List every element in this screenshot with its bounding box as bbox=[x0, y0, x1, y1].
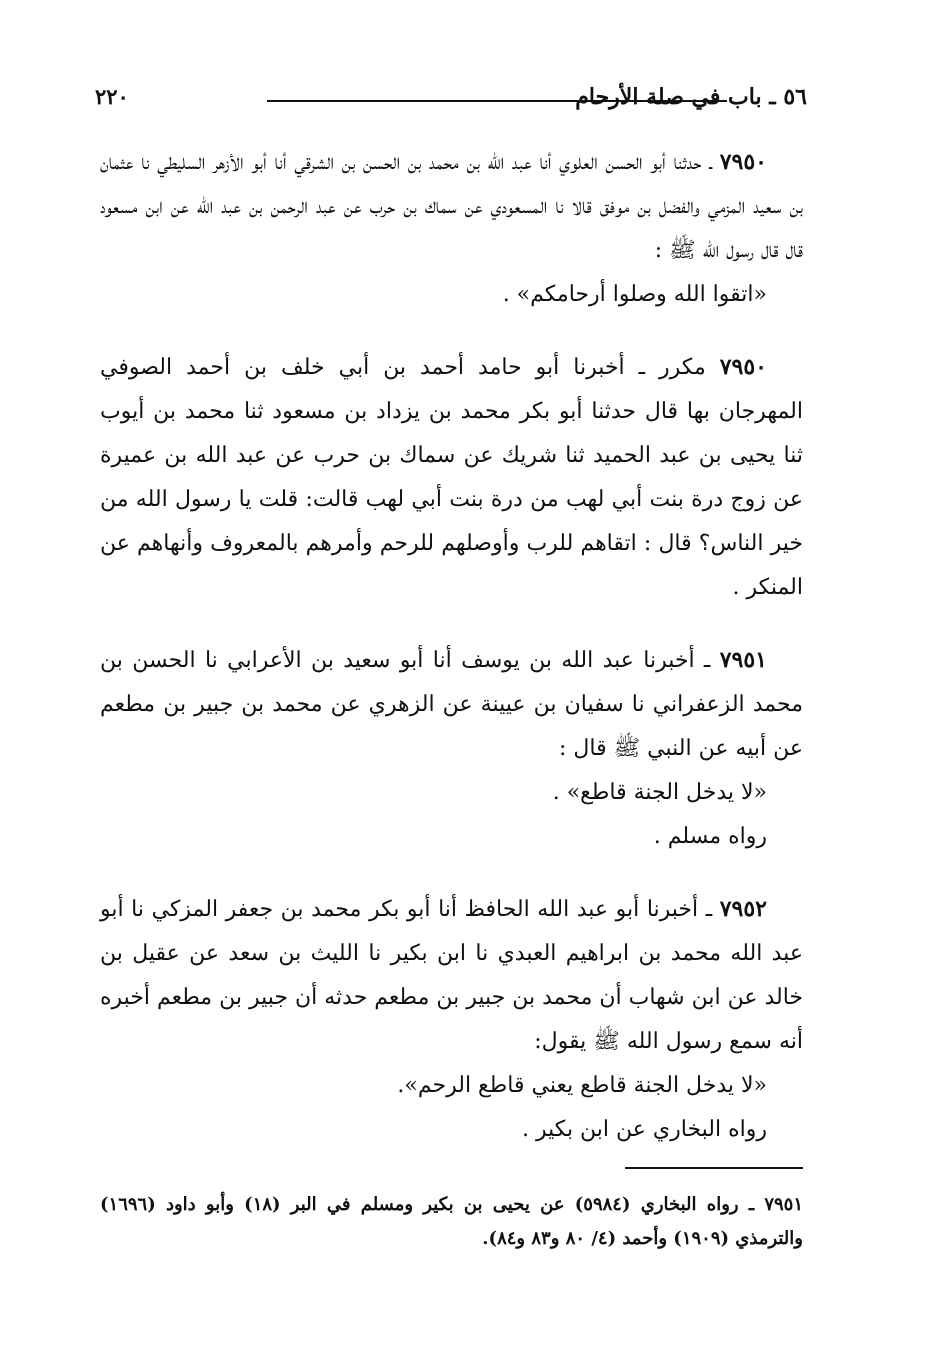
narration-source: رواه البخاري عن ابن بكير . bbox=[522, 1117, 767, 1142]
page-number: ٢٢٠ bbox=[95, 84, 129, 109]
hadith-body: ـ أخبرنا أبو عبد الله الحافظ أنا أبو بكر محمد بن جعفر المزكي نا أبو عبد الله محمد بن ابراهيم العبدي نا ابن بكير نا الليث بن سعد عن عقيل بن خالد عن ابن شهاب أن محمد بن جبير بن مطعم حدثه أن جبير بن مطعم أخبره أنه سمع رسول الله ﷺ يقول: bbox=[100, 897, 803, 1054]
hadith-quote: «اتقوا الله وصلوا أرحامكم» . bbox=[502, 282, 767, 307]
hadith-body: ـ أخبرنا عبد الله بن يوسف أنا أبو سعيد بن الأعرابي نا الحسن بن محمد الزعفراني نا سفيان بن عيينة عن الزهري عن محمد بن جبير بن مطعم عن أبيه عن النبي ﷺ قال : bbox=[100, 648, 803, 761]
hadith-text bbox=[100, 638, 803, 771]
hadith-quote: «لا يدخل الجنة قاطع يعني قاطع الرحم». bbox=[397, 1073, 767, 1098]
header-rule bbox=[267, 100, 727, 102]
hadith-number: ٧٩٥٠ bbox=[719, 354, 767, 380]
hadith-number: ٧٩٥٠ bbox=[719, 149, 767, 175]
chapter-title: ٥٦ ـ باب في صلة الأرحام bbox=[575, 84, 807, 110]
hadith-text bbox=[100, 345, 803, 610]
hadith-body: مكرر ـ أخبرنا أبو حامد أحمد بن أبي خلف بن أحمد الصوفي المهرجان بها قال حدثنا أبو بكر محمد بن يزداد بن مسعود ثنا محمد بن أيوب ثنا يحيى بن عبد الحميد ثنا شريك عن سماك بن حرب عن عبد الله بن عميرة عن زوج درة بنت أبي لهب من درة بنت أبي لهب قالت: قلت يا رسول الله من خير الناس؟ قال : اتقاهم للرب وأوصلهم للرحم وأمرهم بالمعروف وأنهاهم عن المنكر . bbox=[100, 355, 803, 600]
hadith-number: ٧٩٥١ bbox=[719, 647, 767, 673]
footnote-rule bbox=[625, 1167, 803, 1169]
hadith-entry bbox=[100, 638, 803, 859]
hadith-number: ٧٩٥٢ bbox=[719, 896, 767, 922]
hadith-entry bbox=[100, 887, 803, 1152]
spacer bbox=[100, 859, 803, 887]
page-body bbox=[100, 140, 803, 1152]
hadith-text bbox=[100, 887, 803, 1064]
footnote: ٧٩٥١ ـ رواه البخاري (٥٩٨٤) عن يحيى بن بكير ومسلم في البر (١٨) وأبو داود (١٦٩٦) والترمذي (١٩٠٩) وأحمد (٤/ ٨٠ و٨٣ و٨٤). bbox=[100, 1194, 804, 1249]
hadith-entry bbox=[100, 345, 803, 610]
narration-source: رواه مسلم . bbox=[653, 824, 767, 849]
hadith-entry bbox=[100, 140, 803, 317]
hadith-body: ـ حدثنا أبو الحسن العلوي أنا عبد الله بن محمد بن الحسن بن الشرقي أنا أبو الأزهر السليطي نا عثمان بن سعيد المزمي والفضل بن موفق قالا نا المسعودي عن سماك بن حرب عن عبد الرحمن بن عبد الله عن ابن مسعود قال قال رسول الله ﷺ : bbox=[100, 150, 803, 263]
spacer bbox=[100, 317, 803, 345]
spacer bbox=[100, 610, 803, 638]
running-header bbox=[95, 84, 807, 116]
hadith-text bbox=[100, 140, 803, 273]
hadith-quote: «لا يدخل الجنة قاطع» . bbox=[552, 780, 767, 805]
